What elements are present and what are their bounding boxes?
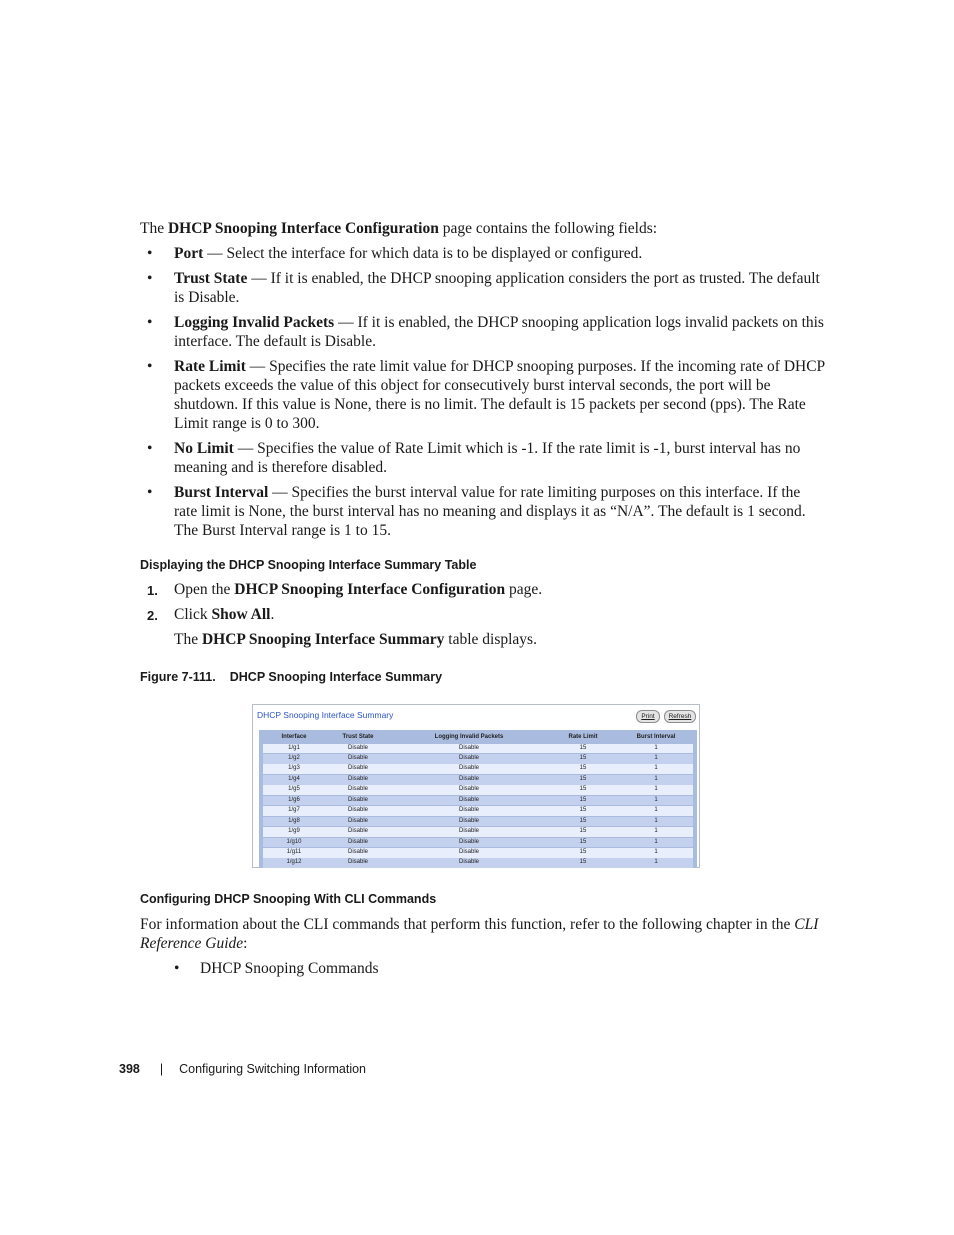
table-row[interactable] <box>263 827 693 837</box>
step-term: Show All <box>211 606 271 623</box>
step-result <box>147 630 827 649</box>
field-desc: — Specifies the burst interval value for rate limiting purposes on this interface. If the rate limit is None, the burst interval has no meaning and displays it as “N/A”. The default is 1 second. The Burst Interval range is 1 to 15. <box>174 484 806 539</box>
cell-trust-state: Disable <box>347 786 368 793</box>
cli-paragraph <box>140 915 820 953</box>
step-number: 2. <box>147 608 158 623</box>
bullet-icon: • <box>174 960 180 977</box>
cell-trust-state: Disable <box>347 859 368 866</box>
field-item-logging-invalid-packets <box>147 313 827 351</box>
cell-interface: 1/g11 <box>286 848 302 855</box>
table-row[interactable] <box>263 848 693 858</box>
cell-interface: 1/g5 <box>288 786 300 793</box>
step-number: 1. <box>147 583 158 598</box>
field-item-trust-state <box>147 269 827 307</box>
figure-title: DHCP Snooping Interface Summary <box>229 670 443 684</box>
cell-logging: Disable <box>458 755 479 762</box>
cli-text-post: : <box>243 935 248 952</box>
col-header-trust-state: Trust State <box>342 734 374 740</box>
refresh-button[interactable]: Refresh <box>664 710 696 723</box>
page-number: 398 <box>119 1062 140 1076</box>
col-header-burst-interval: Burst Interval <box>636 734 676 740</box>
result-pre: The <box>174 631 202 648</box>
cell-logging: Disable <box>458 765 479 772</box>
cell-rate-limit: 15 <box>579 755 587 762</box>
cell-trust-state: Disable <box>347 807 368 814</box>
cell-logging: Disable <box>458 859 479 866</box>
field-desc: — Specifies the rate limit value for DHCP snooping purposes. If the incoming rate of DHCP packets exceeds the value of this object for consecutively burst interval seconds, the port will be shutdown. If this value is None, there is no limit. The default is 15 packets per second (pps). The Rate Limit range is 0 to 300. <box>174 358 825 432</box>
field-term: Trust State <box>174 270 248 287</box>
cell-rate-limit: 15 <box>579 838 587 845</box>
cell-logging: Disable <box>458 744 479 751</box>
footer-separator: | <box>159 1062 164 1076</box>
cell-interface: 1/g4 <box>288 775 300 782</box>
bullet-icon: • <box>147 314 153 331</box>
cell-trust-state: Disable <box>347 765 368 772</box>
cell-burst-interval: 1 <box>654 848 658 855</box>
field-list <box>147 244 827 546</box>
figure-caption <box>140 670 442 684</box>
cell-trust-state: Disable <box>347 775 368 782</box>
field-term: Rate Limit <box>174 358 246 375</box>
footer-chapter: Configuring Switching Information <box>179 1062 367 1076</box>
summary-screenshot <box>252 704 700 868</box>
section-heading-cli: Configuring DHCP Snooping With CLI Commands <box>140 892 437 906</box>
cell-trust-state: Disable <box>347 838 368 845</box>
cell-trust-state: Disable <box>347 796 368 803</box>
cell-trust-state: Disable <box>347 848 368 855</box>
cell-logging: Disable <box>458 817 479 824</box>
cell-burst-interval: 1 <box>654 744 658 751</box>
cell-rate-limit: 15 <box>579 848 587 855</box>
cell-logging: Disable <box>458 828 479 835</box>
cell-rate-limit: 15 <box>579 859 587 866</box>
cell-trust-state: Disable <box>347 828 368 835</box>
table-row[interactable] <box>263 775 693 785</box>
step-item <box>147 605 827 624</box>
col-header-interface: Interface <box>281 734 307 740</box>
table-header-row <box>263 733 693 743</box>
cell-burst-interval: 1 <box>654 838 658 845</box>
table-row[interactable] <box>263 806 693 816</box>
cell-logging: Disable <box>458 796 479 803</box>
screenshot-title: DHCP Snooping Interface Summary <box>257 710 394 720</box>
step-pre: Click <box>174 606 212 623</box>
cell-burst-interval: 1 <box>654 786 658 793</box>
cell-rate-limit: 15 <box>579 744 587 751</box>
cell-burst-interval: 1 <box>654 859 658 866</box>
cell-interface: 1/g9 <box>288 828 300 835</box>
bullet-icon: • <box>147 358 153 375</box>
summary-table <box>259 730 697 868</box>
bullet-icon: • <box>147 484 153 501</box>
cell-interface: 1/g6 <box>288 796 300 803</box>
bullet-icon: • <box>147 245 153 262</box>
intro-term: DHCP Snooping Interface Configuration <box>167 220 439 237</box>
cli-chapter-item <box>174 959 379 978</box>
table-body <box>263 744 693 868</box>
field-term: Port <box>174 245 204 262</box>
cell-trust-state: Disable <box>347 755 368 762</box>
field-term: Burst Interval <box>174 484 269 501</box>
cell-logging: Disable <box>458 838 479 845</box>
page-footer <box>119 1062 366 1076</box>
cell-rate-limit: 15 <box>579 828 587 835</box>
cli-guide-title: CLI Reference Guide <box>140 916 819 952</box>
cell-logging: Disable <box>458 786 479 793</box>
cell-interface: 1/g8 <box>288 817 300 824</box>
cell-burst-interval: 1 <box>654 828 658 835</box>
intro-paragraph <box>140 219 820 238</box>
cli-chapter-list <box>174 959 379 978</box>
bullet-icon: • <box>147 270 153 287</box>
table-row[interactable] <box>263 764 693 774</box>
bullet-icon: • <box>147 440 153 457</box>
cell-interface: 1/g2 <box>288 755 300 762</box>
cell-rate-limit: 15 <box>579 796 587 803</box>
step-pre: Open the <box>174 581 235 598</box>
cell-interface: 1/g3 <box>288 765 300 772</box>
cell-interface: 1/g1 <box>288 744 300 751</box>
field-desc: — Specifies the value of Rate Limit which is -1. If the rate limit is -1, burst interval has no meaning and is therefore disabled. <box>174 440 801 476</box>
field-desc: — If it is enabled, the DHCP snooping application considers the port as trusted. The default is Disable. <box>174 270 820 306</box>
step-post: page. <box>505 581 543 598</box>
field-item-no-limit <box>147 439 827 477</box>
table-row[interactable] <box>263 817 693 827</box>
cell-rate-limit: 15 <box>579 775 587 782</box>
step-list <box>147 580 827 655</box>
field-term: No Limit <box>174 440 234 457</box>
cell-interface: 1/g12 <box>286 859 302 866</box>
col-header-rate-limit: Rate Limit <box>568 734 598 740</box>
cli-chapter-label: DHCP Snooping Commands <box>200 960 379 977</box>
cell-rate-limit: 15 <box>579 807 587 814</box>
cell-trust-state: Disable <box>347 817 368 824</box>
cell-logging: Disable <box>458 848 479 855</box>
cell-logging: Disable <box>458 775 479 782</box>
table-row[interactable] <box>263 838 693 848</box>
field-item-rate-limit <box>147 357 827 433</box>
cell-interface: 1/g7 <box>288 807 300 814</box>
cell-burst-interval: 1 <box>654 765 658 772</box>
step-term: DHCP Snooping Interface Configuration <box>234 581 506 598</box>
cell-burst-interval: 1 <box>654 807 658 814</box>
cell-burst-interval: 1 <box>654 796 658 803</box>
field-item-port <box>147 244 827 263</box>
intro-post: page contains the following fields: <box>438 220 658 237</box>
table-row[interactable] <box>263 785 693 795</box>
cell-rate-limit: 15 <box>579 786 587 793</box>
cell-trust-state: Disable <box>347 744 368 751</box>
table-row[interactable] <box>263 796 693 806</box>
figure-label: Figure 7-111. <box>140 670 216 684</box>
cli-text-pre: For information about the CLI commands that perform this function, refer to the following chapter in the <box>140 916 795 933</box>
field-desc: — If it is enabled, the DHCP snooping application logs invalid packets on this interface. The default is Disable. <box>174 314 824 350</box>
cell-burst-interval: 1 <box>654 755 658 762</box>
field-term: Logging Invalid Packets <box>174 314 335 331</box>
field-item-burst-interval <box>147 483 827 540</box>
cell-logging: Disable <box>458 807 479 814</box>
step-post: . <box>270 606 275 623</box>
table-row[interactable] <box>263 744 693 754</box>
cell-burst-interval: 1 <box>654 775 658 782</box>
table-row[interactable] <box>263 754 693 764</box>
intro-pre: The <box>140 220 168 237</box>
print-button[interactable]: Print <box>636 710 660 723</box>
table-row[interactable] <box>263 858 693 868</box>
section-heading-display: Displaying the DHCP Snooping Interface Summary Table <box>140 558 477 572</box>
cell-rate-limit: 15 <box>579 817 587 824</box>
cell-burst-interval: 1 <box>654 817 658 824</box>
cell-rate-limit: 15 <box>579 765 587 772</box>
result-post: table displays. <box>444 631 537 648</box>
result-term: DHCP Snooping Interface Summary <box>201 631 445 648</box>
col-header-logging: Logging Invalid Packets <box>434 734 504 740</box>
step-item <box>147 580 827 599</box>
cell-interface: 1/g10 <box>286 838 302 845</box>
field-desc: — Select the interface for which data is to be displayed or configured. <box>203 245 643 262</box>
